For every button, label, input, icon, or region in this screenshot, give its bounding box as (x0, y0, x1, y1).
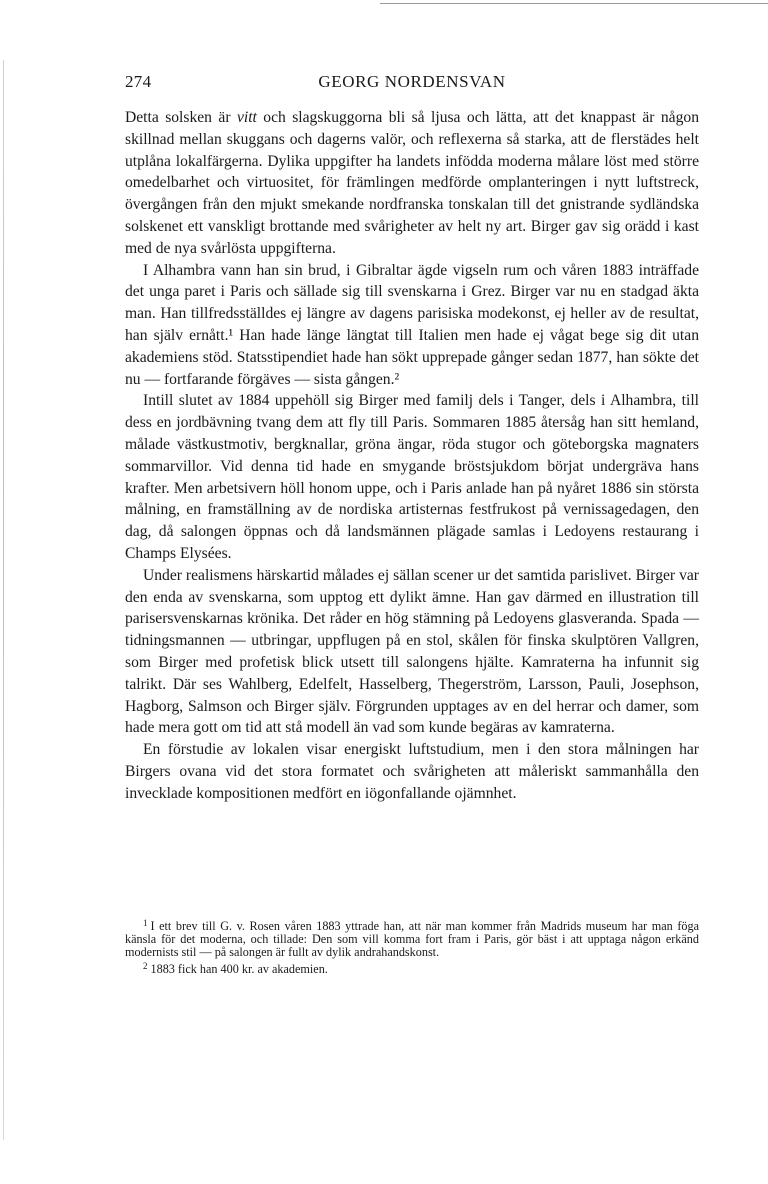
footnote (125, 917, 699, 960)
body-text (125, 107, 699, 805)
running-head-author: GEORG NORDENSVAN (318, 72, 506, 91)
paragraph: Intill slutet av 1884 uppehöll sig Birger med familj dels i Tanger, dels i Alhambra, till dess en jordbävning tvang dem att fly till Paris. Sommaren 1885 återsåg han sitt hemland, målade västkustmotiv, bergknallar, gröna ängar, röda stugor och göteborgska magnaters sommarvillor. Vid denna tid hade en smygande bröstsjukdom börjat undergräva hans krafter. Men arbetsivern höll honom uppe, och i Paris anlade han på nyåret 1886 sin största målning, en framställning av de nordiska artisternas festfrukost på vernissagedagen, den dag, då salongen öppnas och då landsmännen plägade samlas i Ledoyens restaurang i Champs Elysées. (125, 392, 699, 562)
scan-edge-top (380, 3, 768, 4)
footnote-text: I ett brev till G. v. Rosen våren 1883 yttrade han, att när man kommer från Madrids museum har man föga känsla för det moderna, och tillade: Den som vill komma fort fram i Paris, gör bäst i att upptaga någon erkänd modernists stil — på salongen är fullt av dylik andrahandskonst. (125, 919, 699, 960)
paragraph: Detta solsken är vitt och slagskuggorna bli så ljusa och lätta, att det knappast är någon skillnad mellan skuggans och dagerns valör, och reflexerna så starka, att de flerstädes helt utplåna lokalfärgerna. Dylika uppgifter ha landets infödda moderna målare löst med större omedelbarhet och virtuositet, för främlingen medförde omplanteringen i nytt luftstreck, övergången från den mjukt smekande nordfranska tonskalan till det gnistrande sydländska solskenet ett vanskligt brottande med svårigheter av helt ny art. Birger gav sig orädd i kast med de nya svårlösta uppgifterna. (125, 109, 699, 257)
running-head (125, 72, 699, 94)
emphasis: vitt (236, 109, 257, 126)
paragraph: I Alhambra vann han sin brud, i Gibraltar ägde vigseln rum och våren 1883 inträffade det unga paret i Paris och sällade sig till svenskarna i Grez. Birger var nu en stadgad äkta man. Han tillfredsställdes ej längre av dagens parisiska modekonst, ej heller av de resultat, han själv ernått.¹ Han hade länge längtat till Italien men hade ej vågat bege sig dit utan akademiens stöd. Statsstipendiet hade han sökt upprepade gånger sedan 1877, han sökte det nu — fortfarande förgäves — sista gången.² (125, 261, 699, 388)
paragraph: En förstudie av lokalen visar energiskt luftstudium, men i den stora målningen har Birgers ovana vid det stora formatet och svårigheten att måleriskt sammanhålla den invecklade kompositionen medfört en iögonfallande ojämnhet. (125, 741, 699, 802)
footnote (125, 960, 699, 976)
paragraph: Under realismens härskartid målades ej sällan scener ur det samtida parislivet. Birger var den enda av svenskarna, som upptog ett dylikt ämne. Han gav därmed en illustration till parisersvenskarnas krönika. Det råder en hög stämning på Ledoyens glasveranda. Spada — tidningsmannen — utbringar, uppflugen på en stol, skålen för finska skulptören Vallgren, som Birger med profetisk blick utsett till salongens hjälte. Kamraterna ha infunnit sig talrikt. Där ses Wahlberg, Edelfelt, Hasselberg, Thegerström, Larsson, Pauli, Josephson, Hagborg, Salmson och Birger själv. Förgrunden upptages av en del herrar och damer, som hade mera gott om tid att stå modell än vad som kunde begäras av kamraterna. (125, 566, 699, 737)
footnote-mark: 2 (143, 960, 148, 971)
footnote-mark: 1 (143, 918, 148, 928)
page-number: 274 (125, 72, 152, 91)
scan-edge-left (3, 60, 4, 1140)
footnote-text: 1883 fick han 400 kr. av akademien. (150, 961, 328, 976)
footnotes (125, 917, 699, 976)
